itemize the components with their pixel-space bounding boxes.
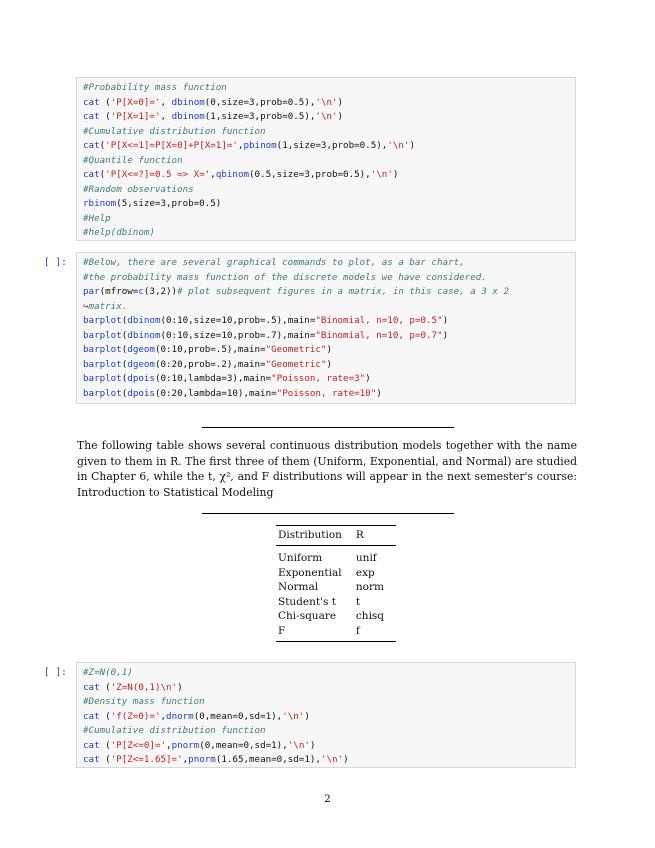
code-line: par(mfrow=c(3,2))# plot subsequent figures in a matrix, in this case, a 3 x 2 [83, 286, 509, 297]
table-row [276, 609, 396, 624]
code-line: #Density mass function [83, 696, 205, 707]
r-name: t [355, 595, 361, 608]
code-line: cat ('P[X=1]=', dbinom(1,size=3,prob=0.5),'\n') [83, 111, 344, 122]
code-line: cat ('P[X=0]=', dbinom(0,size=3,prob=0.5),'\n') [83, 96, 344, 108]
r-name: chisq [355, 610, 385, 622]
code-line: ↪matrix. [83, 300, 128, 312]
code-line: #Probability mass function [83, 82, 227, 93]
code-line: #Help [83, 212, 111, 224]
table-header: R [355, 529, 364, 541]
r-name: f [355, 624, 360, 637]
table-header-row [276, 526, 396, 546]
code-line: cat ('Z=N(0,1)\n') [83, 681, 183, 693]
code-line: #the probability mass function of the discrete models we have considered. [83, 271, 487, 283]
code-line: cat ('P[Z<=1.65]=',pnorm(1.65,mean=0,sd=1),'\n') [83, 754, 349, 765]
horizontal-rule [202, 427, 454, 428]
r-name: exp [355, 566, 375, 579]
code-line: #Random observations [83, 183, 194, 195]
code-line: cat ('f(Z=0)=',dnorm(0,mean=0,sd=1),'\n') [83, 710, 310, 722]
table-row [276, 566, 396, 581]
distribution-name: Student's t [278, 595, 336, 608]
code-line: #Cumulative distribution function [83, 125, 266, 137]
code-line: cat ('P[Z<=0]=',pnorm(0,mean=0,sd=1),'\n') [83, 739, 316, 751]
distribution-name: Chi-square [278, 610, 337, 622]
code-line: barplot(dpois(0:10,lambda=3),main="Poisson, rate=3") [83, 373, 371, 384]
r-name: unif [355, 552, 377, 564]
code-line: barplot(dbinom(0:10,size=10,prob=.7),main="Binomial, n=10, p=0.7") [83, 329, 449, 341]
code-cell-3[interactable] [76, 662, 576, 768]
table-row [276, 546, 396, 566]
code-line: barplot(dgeom(0:20,prob=.2),main="Geometric") [83, 358, 332, 370]
horizontal-rule [202, 513, 454, 514]
code-cell-1[interactable] [76, 77, 576, 241]
table-header: Distribution [278, 529, 342, 541]
code-lines [83, 666, 571, 768]
distribution-table [276, 525, 396, 642]
code-line: #Below, there are several graphical commands to plot, as a bar chart, [83, 257, 465, 268]
code-line: #help(dbinom) [83, 227, 155, 238]
cell-prompt: [ ]: [44, 667, 67, 678]
paragraph: The following table shows several continuous distribution models together with the name given to them in R. The first three of them (Uniform, Exponential, and Normal) are studied in Chapter 6, while the t, χ², and F distributions will appear in the next semester's course: Introduction to Statistical Modeling [77, 439, 577, 499]
code-lines [83, 81, 571, 241]
r-name: norm [355, 581, 384, 593]
code-line: #Z=N(0,1) [83, 667, 133, 678]
distribution-name: Exponential [278, 566, 342, 579]
cell-prompt: [ ]: [44, 257, 67, 268]
code-line: barplot(dgeom(0:10,prob=.5),main="Geometric") [83, 344, 332, 355]
distribution-name: Uniform [278, 552, 323, 564]
distribution-name: Normal [278, 581, 319, 593]
code-line: rbinom(5,size=3,prob=0.5) [83, 198, 222, 209]
table-row [276, 624, 396, 642]
code-lines [83, 256, 571, 401]
code-cell-2[interactable] [76, 252, 576, 404]
code-line: cat('P[X<=1]=P[X=0]+P[X=1]=',pbinom(1,size=3,prob=0.5),'\n') [83, 140, 415, 151]
table-row [276, 595, 396, 610]
code-line: #Quantile function [83, 154, 183, 166]
code-line: barplot(dpois(0:20,lambda=10),main="Poisson, rate=10") [83, 387, 382, 399]
table-row [276, 580, 396, 595]
page-number: 2 [324, 793, 331, 805]
distribution-name: F [278, 624, 286, 637]
code-line: barplot(dbinom(0:10,size=10,prob=.5),main="Binomial, n=10, p=0.5") [83, 315, 449, 326]
code-line: #Cumulative distribution function [83, 725, 266, 736]
code-line: cat('P[X<=?]=0.5 => X=',qbinom(0.5,size=3,prob=0.5),'\n') [83, 169, 399, 180]
